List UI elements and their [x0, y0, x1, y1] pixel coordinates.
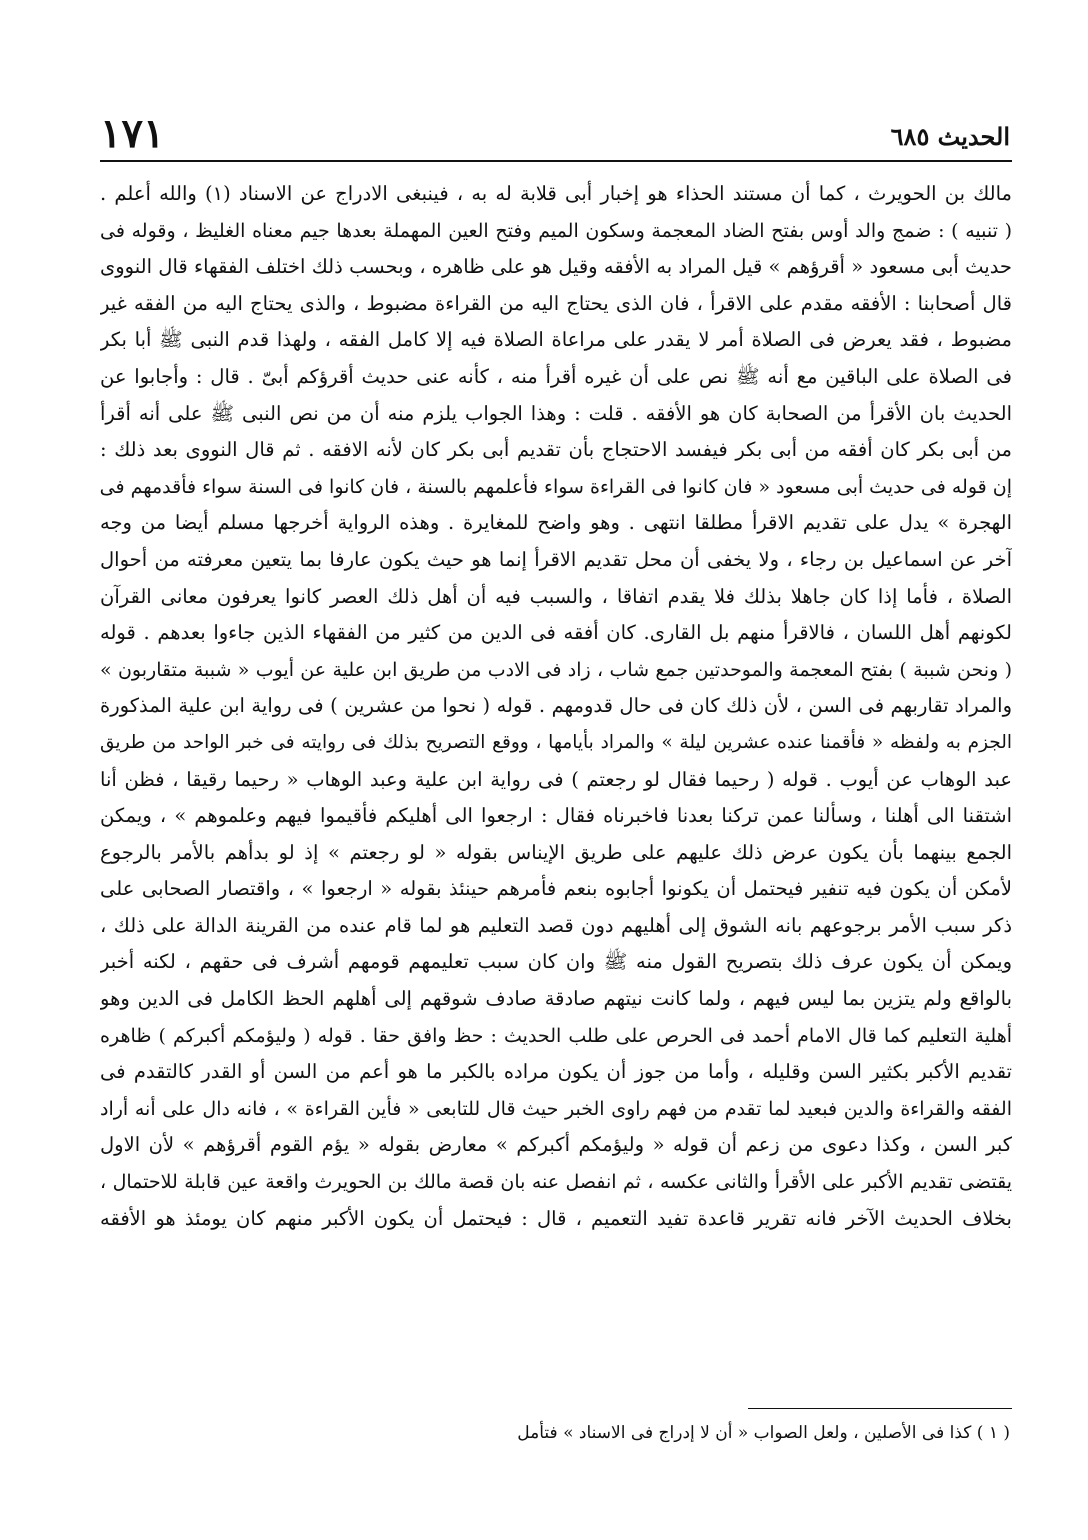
text-line: عبد الوهاب عن أيوب . قوله ( رحيما فقال لو رجعتم ) فى رواية ابن علية وعبد الوهاب « رحيما رقيقا ، فظن أنا: [100, 767, 1012, 791]
header-rule: [100, 160, 1012, 162]
text-line: أهلية التعليم كما قال الامام أحمد فى الحرص على طلب الحديث : حظ وافق حقا . قوله ( وليؤمكم أكبركم ) ظاهره: [100, 1024, 1012, 1047]
text-line: من أبى بكر كان أفقه من أبى بكر فيفسد الاحتجاج بأن تقديم أبى بكر كان لأنه الافقه . ثم قال النووى بعد ذلك :: [100, 438, 1012, 462]
text-line: اشتقنا الى أهلنا ، وسألنا عمن تركنا بعدنا فاخبرناه فقال : ارجعوا الى أهليكم فأقيموا فيهم وعلموهم » ، ويمكن: [100, 804, 1012, 828]
text-line: الجزم به ولفظه « فأقمنا عنده عشرين ليلة » والمراد بأيامها ، ووقع التصريح بذلك فى روايته فى خبر الواحد من طريق: [100, 731, 1012, 753]
text-line: الفقه والقراءة والدين فبعيد لما تقدم من فهم راوى الخبر حيث قال للتابعى « فأين القراءة » ، فانه دال على أنه أراد: [100, 1097, 1012, 1120]
text-line: تقديم الأكبر بكثير السن وقليله ، وأما من جوز أن يكون مراده بالكبر ما هو أعم من السن أو القدر كالتقدم فى: [100, 1060, 1012, 1084]
text-line: فى الصلاة على الباقين مع أنه ﷺ نص على أن غيره أقرأ منه ، كأنه عنى حديث أقرؤكم أبىّ . قال : وأجابوا عن: [100, 364, 1012, 388]
text-line: ويمكن أن يكون عرف ذلك بتصريح القول منه ﷺ وان كان سبب تعليمهم قومهم أشرف فى حقهم ، لكنه أخبر: [100, 950, 1012, 974]
text-line: لأمكن أن يكون فيه تنفير فيحتمل أن يكونوا أجابوه بنعم فأمرهم حينئذ بقوله « ارجعوا » ، واقتصار الصحابى على: [100, 877, 1012, 901]
running-title: الحديث ٦٨٥: [890, 122, 1010, 151]
text-line: مالك بن الحويرث ، كما أن مستند الحذاء هو إخبار أبى قلابة له به ، فينبغى الادراج عن الاسناد (١) والله أعلم .: [100, 182, 1012, 205]
text-line: ذكر سبب الأمر برجوعهم بانه الشوق إلى أهليهم دون قصد التعليم هو لما قام عنده من القرينة الدالة على ذلك ،: [100, 913, 1012, 937]
text-line: ( ونحن شببة ) بفتح المعجمة والموحدتين جمع شاب ، زاد فى الادب من طريق ابن علية عن أيوب « شببة متقاربون »: [100, 658, 1012, 681]
text-line: حديث أبى مسعود « أقرؤهم » قيل المراد به الأفقه وقيل هو على ظاهره ، وبحسب ذلك اختلف الفقهاء قال النووى: [100, 255, 1012, 279]
body-text: [100, 176, 1012, 1237]
text-line: مضبوط ، فقد يعرض فى الصلاة أمر لا يقدر على مراعاة الصلاة فيه إلا كامل الفقه ، ولهذا قدم النبى ﷺ أبا بكر: [100, 328, 1012, 352]
text-line: الصلاة ، فأما إذا كان جاهلا بذلك فلا يقدم اتفاقا ، والسبب فيه أن أهل ذلك العصر كانوا يعرفون معانى القرآن: [100, 584, 1012, 608]
page-number: ١٧١: [100, 110, 165, 157]
page-header: [100, 110, 1010, 158]
text-line: والمراد تقاربهم فى السن ، لأن ذلك كان فى حال قدومهم . قوله ( نحوا من عشرين ) فى رواية ابن علية المذكورة: [100, 694, 1012, 718]
footnote-rule: [748, 1408, 1012, 1409]
text-line: يقتضى تقديم الأكبر على الأقرأ والثانى عكسه ، ثم انفصل عنه بان قصة مالك بن الحويرث واقعة عين قابلة للاحتمال ،: [100, 1171, 1012, 1194]
text-line: الهجرة » يدل على تقديم الاقرأ مطلقا انتهى . وهو واضح للمغايرة . وهذه الرواية أخرجها مسلم أيضا من وجه: [100, 511, 1012, 535]
text-line: بخلاف الحديث الآخر فانه تقرير قاعدة تفيد التعميم ، قال : فيحتمل أن يكون الأكبر منهم كان يومئذ هو الأفقه: [100, 1206, 1012, 1230]
text-line: قال أصحابنا : الأفقه مقدم على الاقرأ ، فان الذى يحتاج اليه من القراءة مضبوط ، والذى يحتاج اليه من الفقه غير: [100, 291, 1012, 315]
footnote: ( ١ ) كذا فى الأصلين ، ولعل الصواب « أن لا إدراج فى الاسناد » فتأمل: [517, 1423, 1010, 1443]
text-line: الحديث بان الأقرأ من الصحابة كان هو الأفقه . قلت : وهذا الجواب يلزم منه أن من نص النبى ﷺ على أنه أقرأ: [100, 401, 1012, 425]
text-line: كبر السن ، وكذا دعوى من زعم أن قوله « وليؤمكم أكبركم » معارض بقوله « يؤم القوم أقرؤهم » لأن الاول: [100, 1133, 1012, 1157]
text-line: إن قوله فى حديث أبى مسعود « فان كانوا فى القراءة سواء فأعلمهم بالسنة ، فان كانوا فى السنة سواء فأقدمهم فى: [100, 475, 1012, 498]
text-line: ( تنبيه ) : ضمج والد أوس بفتح الضاد المعجمة وسكون الميم وفتح العين المهملة بعدها جيم معناه الغليظ ، وقوله فى: [100, 219, 1012, 242]
text-line: الجمع بينهما بأن يكون عرض ذلك عليهم على طريق الإيناس بقوله « لو رجعتم » إذ لو بدأهم بالأمر بالرجوع: [100, 840, 1012, 864]
text-line: آخر عن اسماعيل بن رجاء ، ولا يخفى أن محل تقديم الاقرأ إنما هو حيث يكون عارفا بما يتعين معرفته من أحوال: [100, 547, 1012, 571]
text-line: بالواقع ولم يتزين بما ليس فيهم ، ولما كانت نيتهم صادقة صادف شوقهم إلى أهلهم الحظ الكامل فى الدين وهو: [100, 987, 1012, 1011]
text-line: لكونهم أهل اللسان ، فالاقرأ منهم بل القارى. كان أفقه فى الدين من كثير من الفقهاء الذين جاءوا بعدهم . قوله: [100, 621, 1012, 645]
